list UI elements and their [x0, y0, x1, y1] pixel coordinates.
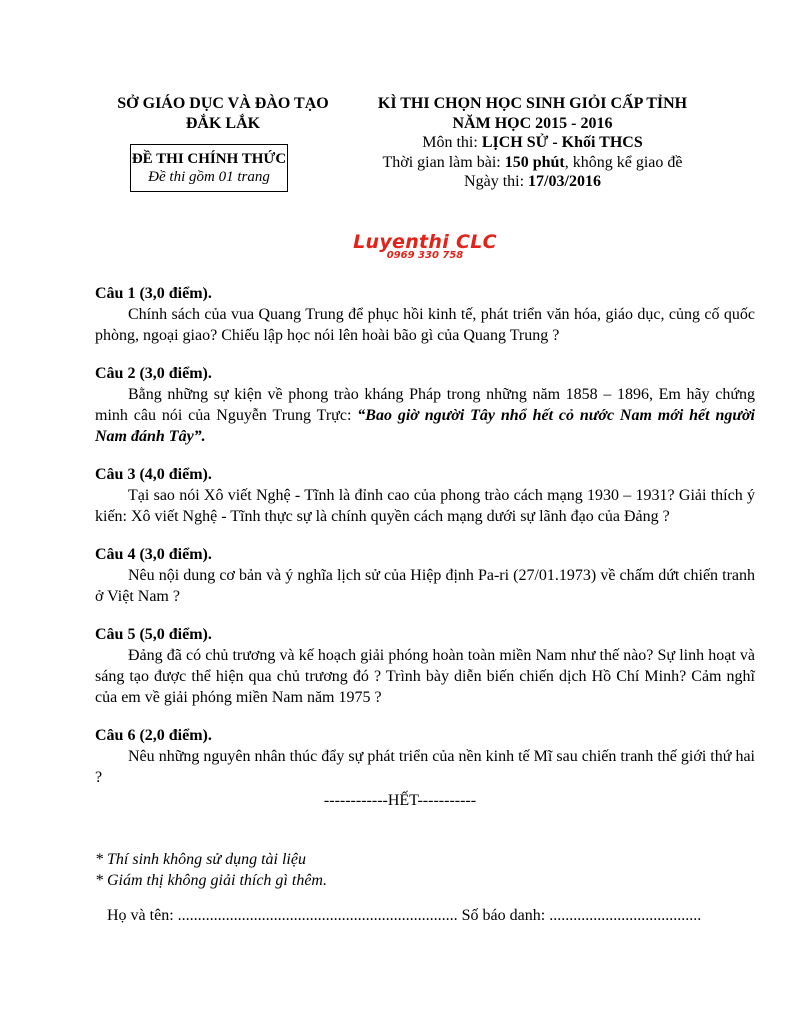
- question-3: [95, 465, 755, 527]
- question-body: Nêu nội dung cơ bản và ý nghĩa lịch sử của Hiệp định Pa-ri (27/01.1973) về chấm dứt chiến tranh ở Việt Nam ?: [95, 567, 755, 605]
- question-6: [95, 726, 755, 788]
- watermark-phone: 0969 330 758: [386, 250, 464, 261]
- id-label: Số báo danh:: [457, 907, 550, 924]
- subject-value: LỊCH SỬ - Khối THCS: [481, 134, 643, 151]
- question-body: [95, 384, 755, 447]
- time-value: 150 phút: [504, 153, 565, 171]
- candidate-info-line: [107, 907, 757, 925]
- question-text: Bằng những sự kiện về phong trào kháng Pháp trong những năm 1858 – 1896, Em hãy chứng minh câu nói của Nguyễn Trung Trực:: [95, 386, 755, 424]
- name-blank: ......................................................................: [177, 907, 458, 924]
- question-list: [95, 284, 755, 806]
- date-prefix: Ngày thi:: [464, 173, 529, 190]
- school-year: NĂM HỌC 2015 - 2016: [452, 114, 613, 132]
- question-1: [95, 284, 755, 346]
- question-title: Câu 2 (3,0 điểm).: [95, 365, 212, 382]
- question-body: Đảng đã có chủ trương và kế hoạch giải phóng hoàn toàn miền Nam như thế nào? Sự linh hoạt và sáng tạo được thể hiện qua chủ trương đó ? Trình bày diễn biến chiến dịch Hồ Chí Minh? Cảm nghĩ của em về giải phóng miền Nam năm 1975 ?: [95, 647, 755, 706]
- question-4: [95, 545, 755, 607]
- time-line: [370, 153, 695, 173]
- question-title: Câu 6 (2,0 điểm).: [95, 727, 212, 744]
- date-line: [370, 172, 695, 192]
- question-title: Câu 3 (4,0 điểm).: [95, 466, 212, 483]
- question-body: Nêu những nguyên nhân thúc đẩy sự phát triển của nền kinh tế Mĩ sau chiến tranh thế giới thứ hai ?: [95, 748, 755, 786]
- question-title: Câu 5 (5,0 điểm).: [95, 626, 212, 643]
- name-label: Họ và tên:: [107, 907, 178, 924]
- watermark-logo: [350, 232, 500, 261]
- note-item: * Giám thị không giải thích gì thêm.: [95, 872, 327, 889]
- question-title: Câu 4 (3,0 điểm).: [95, 546, 212, 563]
- notes: [95, 849, 595, 891]
- end-mark: ------------HẾT-----------: [323, 792, 477, 809]
- question-body: Tại sao nói Xô viết Nghệ - Tĩnh là đỉnh cao của phong trào cách mạng 1930 – 1931? Giải thích ý kiến: Xô viết Nghệ - Tĩnh thực sự là chính quyền cách mạng dưới sự lãnh đạo của Đảng ?: [95, 487, 755, 525]
- department-header: [98, 94, 348, 134]
- subject-prefix: Môn thi:: [422, 134, 482, 151]
- department-name: SỞ GIÁO DỤC VÀ ĐÀO TẠO: [117, 95, 329, 112]
- question-title: Câu 1 (3,0 điểm).: [95, 285, 212, 302]
- date-value: 17/03/2016: [528, 173, 601, 190]
- time-prefix: Thời gian làm bài:: [382, 153, 505, 171]
- exam-header: [370, 94, 695, 192]
- question-2: [95, 364, 755, 447]
- question-quote: “Bao giờ người Tây nhổ hết cỏ nước Nam mới hết người Nam đánh Tây”.: [95, 407, 756, 445]
- exam-title: KÌ THI CHỌN HỌC SINH GIỎI CẤP TỈNH: [377, 95, 688, 112]
- province-name: ĐẮK LẮK: [185, 115, 261, 132]
- note-item: * Thí sinh không sử dụng tài liệu: [95, 851, 306, 868]
- id-blank: ......................................: [549, 907, 702, 924]
- subject-line: [370, 133, 695, 153]
- page-count-note: Đề thi gồm 01 trang: [148, 169, 270, 185]
- time-suffix: , không kể giao đề: [564, 153, 683, 171]
- watermark-name: Luyenthi CLC: [353, 231, 497, 253]
- official-exam-box: [130, 144, 288, 192]
- official-exam-title: ĐỀ THI CHÍNH THỨC: [131, 151, 287, 167]
- question-body: Chính sách của vua Quang Trung để phục hồi kinh tế, phát triển văn hóa, giáo dục, củng cố quốc phòng, ngoại giao? Chiếu lập học nói lên hoài bão gì của Quang Trung ?: [95, 306, 755, 344]
- question-5: [95, 625, 755, 708]
